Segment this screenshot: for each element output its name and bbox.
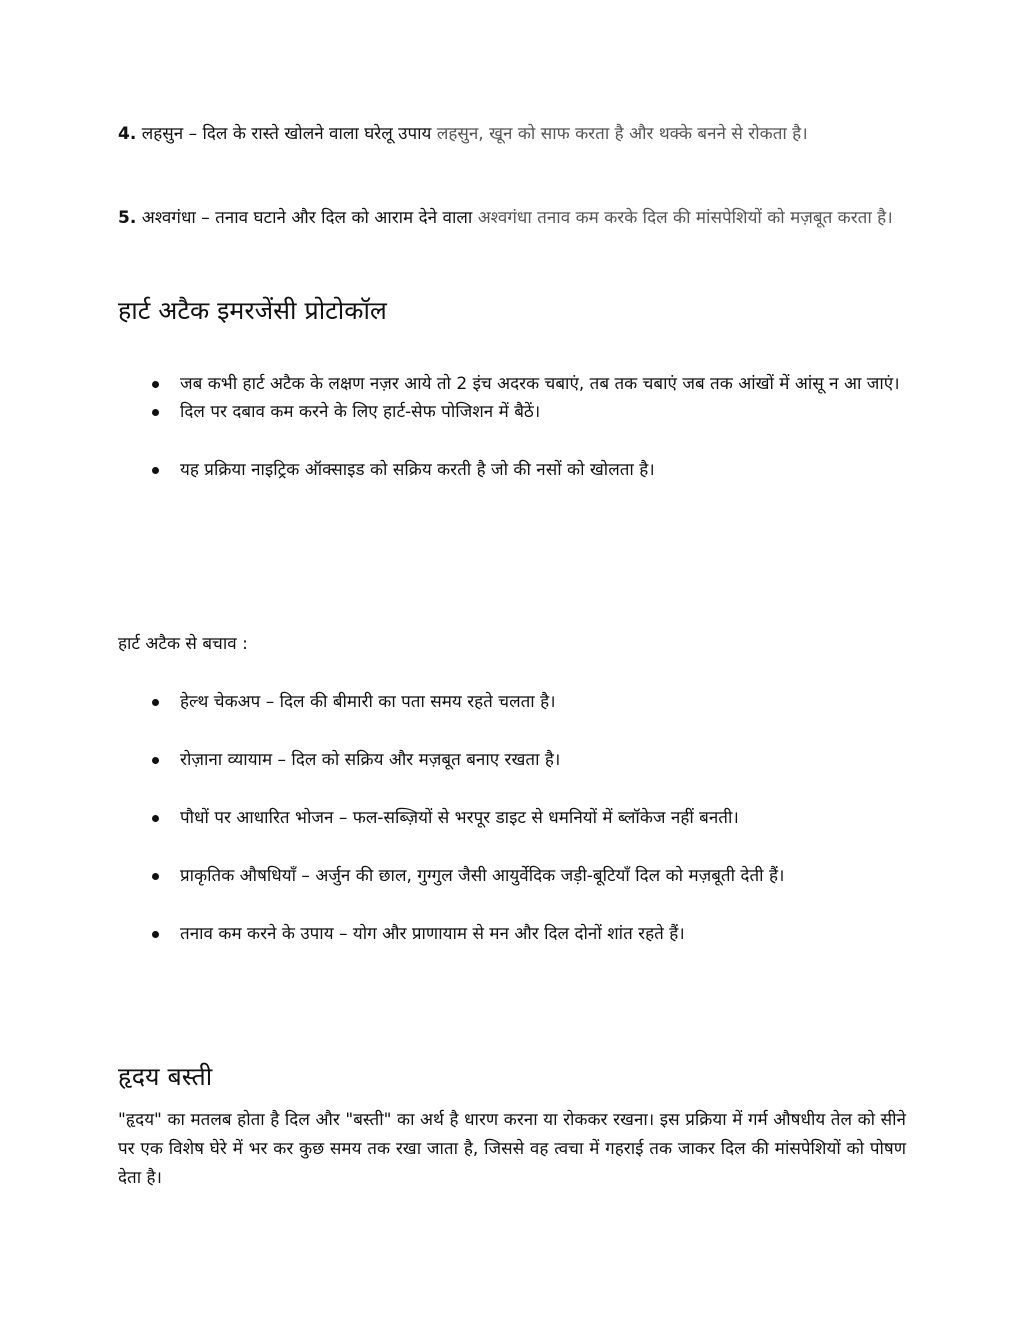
list-item-text: तनाव कम करने के उपाय – योग और प्राणायाम से मन और दिल दोनों शांत रहते हैं। — [180, 924, 685, 944]
list-item-text: हेल्थ चेकअप – दिल की बीमारी का पता समय रहते चलता है। — [180, 692, 556, 712]
protocol-list — [150, 370, 906, 484]
prevention-list — [150, 688, 906, 948]
list-item — [150, 746, 906, 774]
remedy-title: लहसुन – — [141, 124, 198, 144]
list-item — [150, 920, 906, 948]
prevention-section — [118, 630, 906, 658]
list-item — [150, 862, 906, 890]
bullet-icon — [152, 699, 159, 706]
protocol-heading: हार्ट अटैक इमरजेंसी प्रोटोकॉल — [118, 296, 387, 325]
remedy-number: 5. — [118, 208, 137, 228]
bullet-icon — [152, 409, 159, 416]
hriday-basti-section — [118, 1060, 906, 1094]
list-item — [150, 804, 906, 832]
remedy-ashwagandha — [118, 204, 906, 233]
protocol-section — [118, 294, 906, 328]
bullet-icon — [152, 381, 159, 388]
list-item-text: दिल पर दबाव कम करने के लिए हार्ट-सेफ पोजिशन में बैठें। — [180, 402, 541, 422]
bullet-icon — [152, 815, 159, 822]
hriday-basti-heading: हृदय बस्ती — [118, 1062, 213, 1091]
hriday-basti-text: "हृदय" का मतलब होता है दिल और "बस्ती" का अर्थ है धारण करना या रोककर रखना। इस प्रक्रिया में गर्म औषधीय तेल को सीने पर एक विशेष घेरे में भर कर कुछ समय तक रखा जाता है, जिससे वह त्वचा में गहराई तक जाकर दिल की मांसपेशियों को पोषण देता है। — [118, 1110, 906, 1188]
remedy-garlic — [118, 120, 906, 149]
list-item — [150, 398, 906, 426]
bullet-icon — [152, 873, 159, 880]
list-item-text: जब कभी हार्ट अटैक के लक्षण नज़र आये तो 2 इंच अदरक चबाएं, तब तक चबाएं जब तक आंखों में आंसू न आ जाएं। — [180, 374, 900, 394]
remedy-description: अश्वगंधा तनाव कम करके दिल की मांसपेशियों को मज़बूत करता है। — [477, 208, 893, 228]
prevention-label: हार्ट अटैक से बचाव : — [118, 634, 248, 654]
list-item — [150, 688, 906, 716]
remedy-paragraph — [118, 204, 906, 233]
hriday-basti-body — [118, 1106, 906, 1193]
remedy-subtitle: तनाव घटाने और दिल को आराम देने वाला — [215, 208, 473, 228]
remedy-description: लहसुन, खून को साफ करता है और थक्के बनने से रोकता है। — [436, 124, 808, 144]
bullet-icon — [152, 467, 159, 474]
remedy-title: अश्वगंधा – — [141, 208, 210, 228]
list-item-text: रोज़ाना व्यायाम – दिल को सक्रिय और मज़बूत बनाए रखता है। — [180, 750, 561, 770]
remedy-number: 4. — [118, 124, 137, 144]
list-item-text: यह प्रक्रिया नाइट्रिक ऑक्साइड को सक्रिय करती है जो की नसों को खोलता है। — [180, 460, 655, 480]
list-item — [150, 456, 906, 484]
remedy-subtitle: दिल के रास्ते खोलने वाला घरेलू उपाय — [202, 124, 432, 144]
list-item-text: प्राकृतिक औषधियाँ – अर्जुन की छाल, गुग्गुल जैसी आयुर्वेदिक जड़ी-बूटियाँ दिल को मज़बूती देती हैं। — [180, 866, 785, 886]
list-item — [150, 370, 906, 398]
remedy-paragraph — [118, 120, 906, 149]
bullet-icon — [152, 931, 159, 938]
bullet-icon — [152, 757, 159, 764]
list-item-text: पौधों पर आधारित भोजन – फल-सब्ज़ियों से भरपूर डाइट से धमनियों में ब्लॉकेज नहीं बनती। — [180, 808, 739, 828]
